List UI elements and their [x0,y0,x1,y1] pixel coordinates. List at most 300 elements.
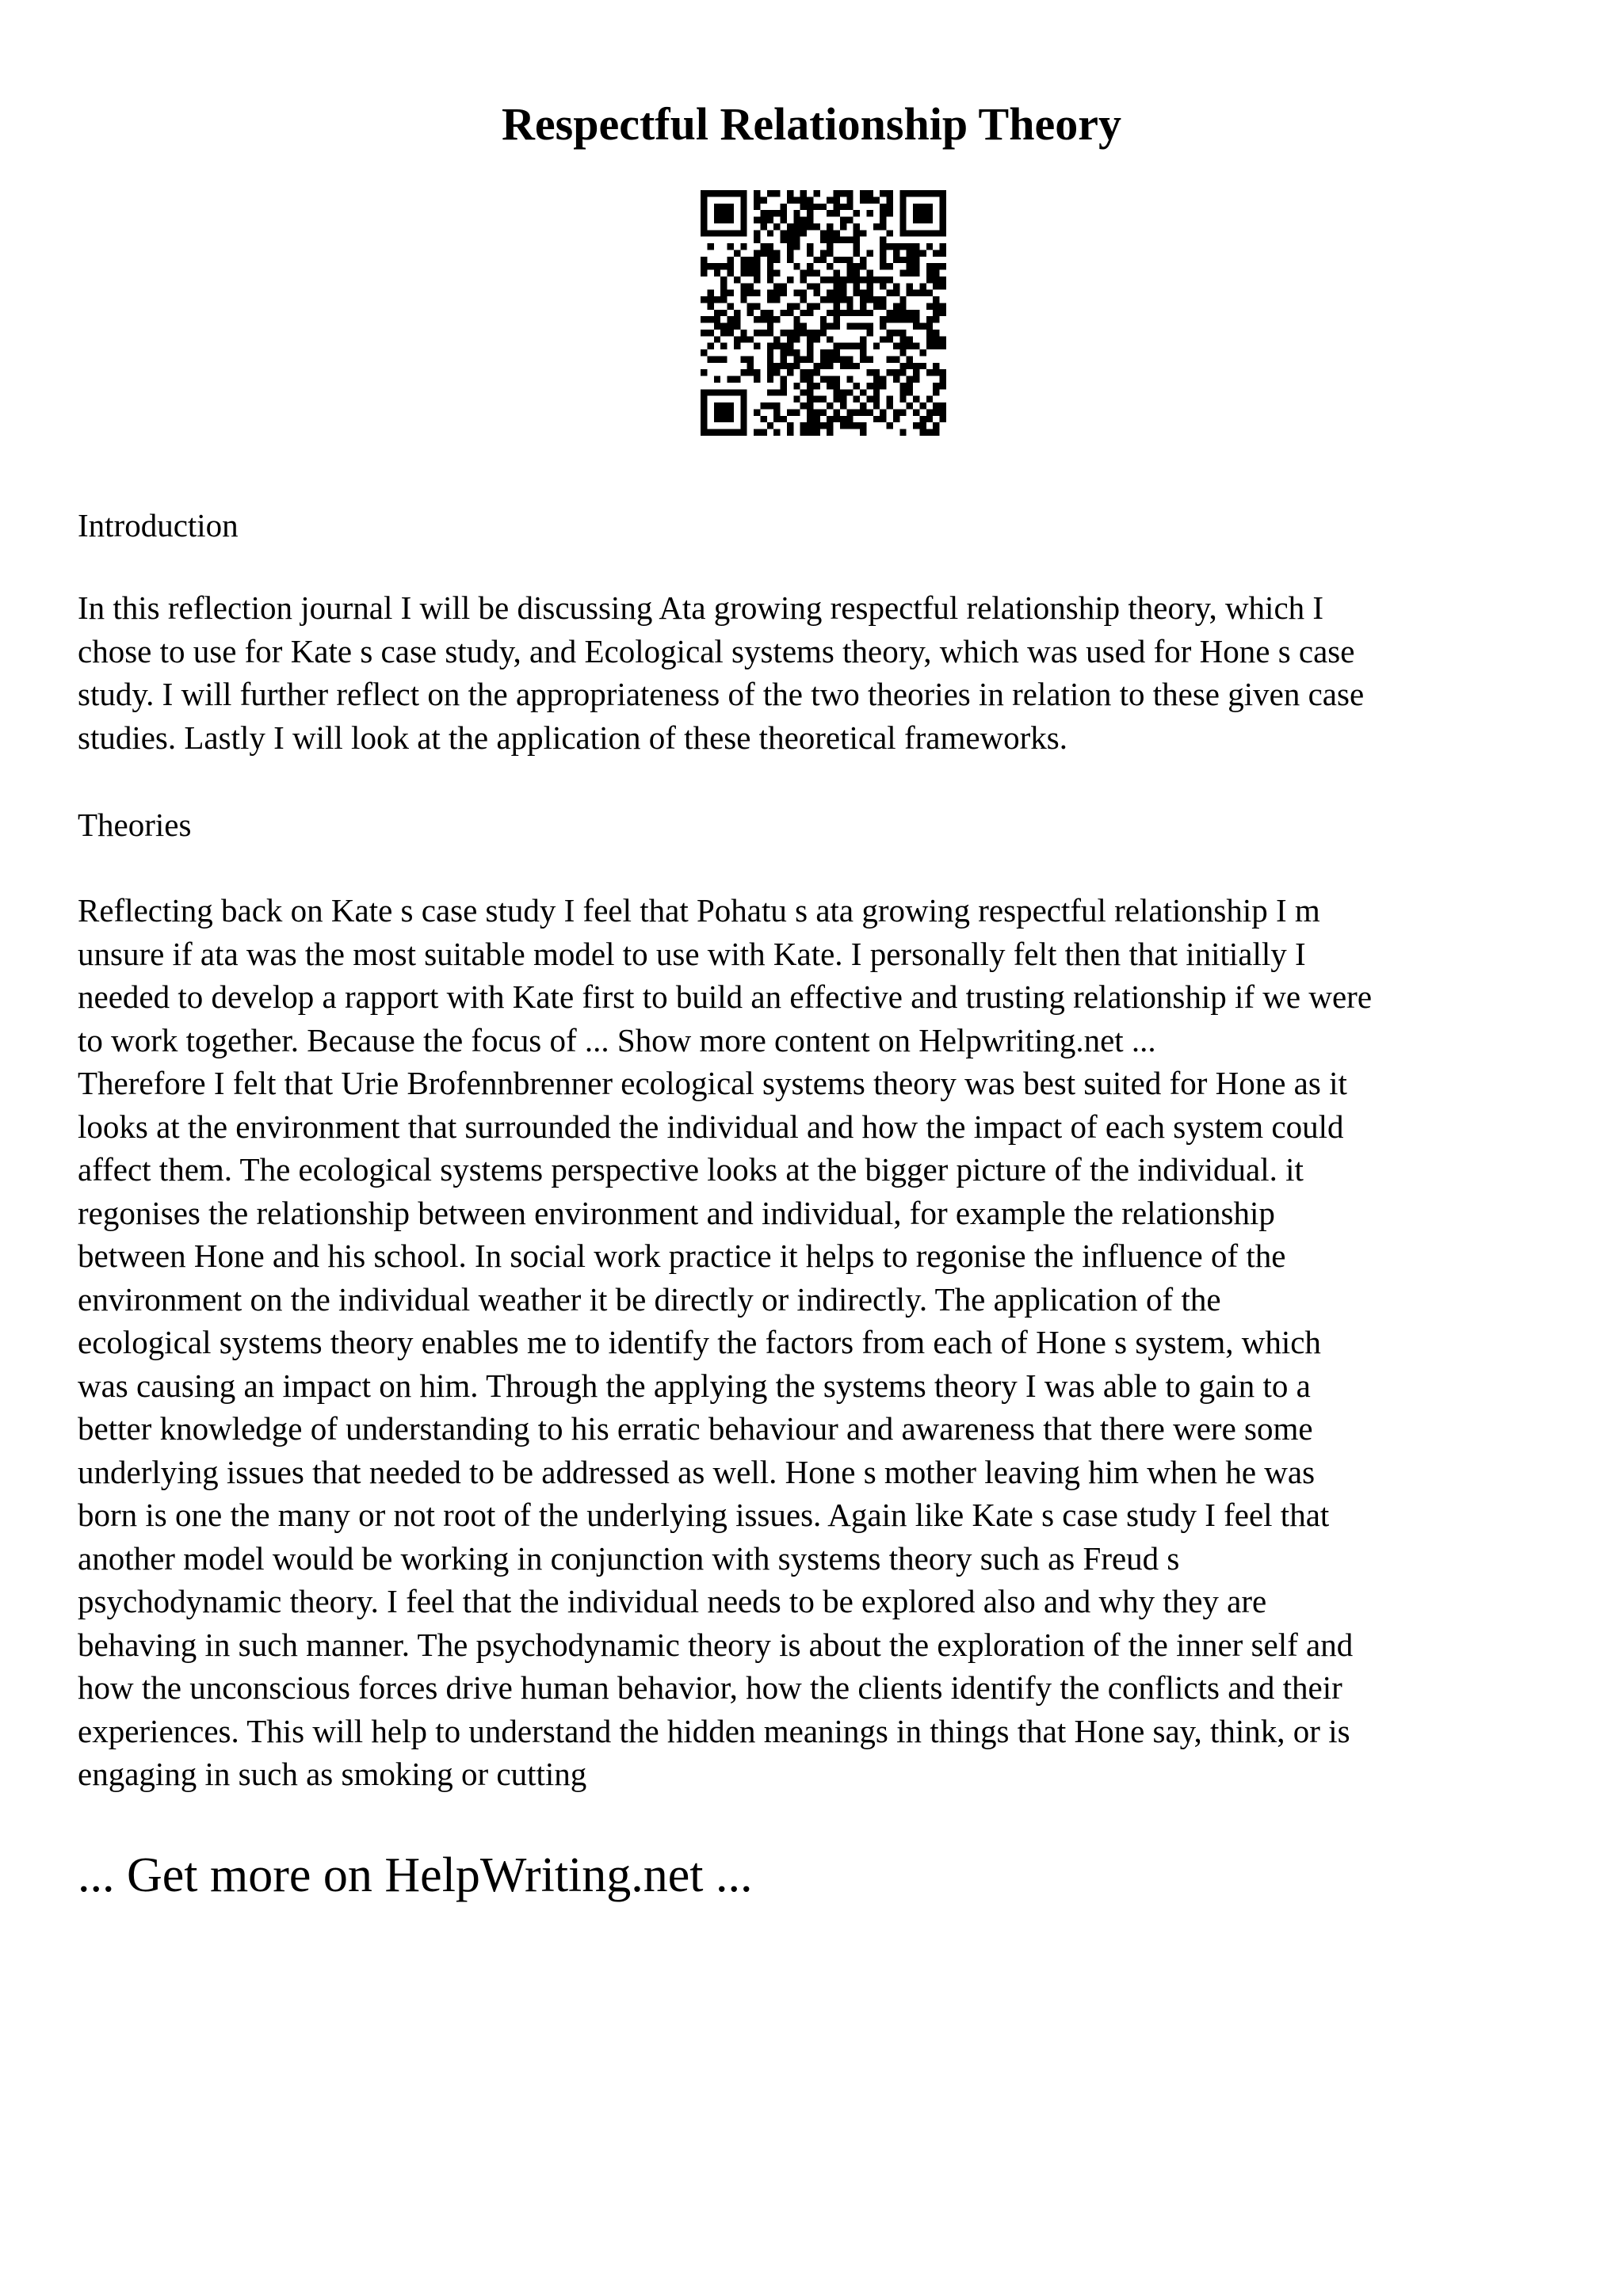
qr-module [860,296,866,303]
qr-module [754,217,760,223]
qr-module [834,204,840,210]
qr-module [899,303,906,309]
qr-module [793,383,800,389]
qr-module [873,343,880,349]
qr-module [866,369,873,376]
qr-module [773,369,780,376]
qr-module [846,422,853,429]
qr-module [740,416,747,422]
qr-module [887,290,893,296]
qr-module [873,277,880,283]
qr-module [907,250,913,256]
qr-module [800,196,807,203]
qr-module [926,303,933,309]
qr-module [807,210,813,216]
qr-module [781,356,787,362]
qr-module [907,257,913,263]
qr-module [907,402,913,409]
qr-module [747,257,754,263]
qr-module [767,343,773,349]
qr-module [727,243,734,250]
qr-module [873,223,880,230]
qr-module [767,330,773,336]
qr-module [701,330,707,336]
qr-module [754,290,760,296]
qr-module [701,217,707,223]
qr-module [907,263,913,269]
qr-module [880,376,886,383]
qr-module [754,250,760,256]
qr-module [933,270,939,277]
qr-module [701,389,707,395]
qr-module [781,290,787,296]
qr-module [754,237,760,243]
qr-module [820,422,827,429]
qr-module [760,316,766,322]
qr-module [827,196,833,203]
qr-module [787,429,793,436]
qr-module [933,369,939,376]
paragraph-line: chose to use for Kate s case study, and Ecological systems theory, which was used for Hone s case [78,632,1355,669]
qr-module [781,204,787,210]
qr-module [866,250,873,256]
qr-module [860,389,866,395]
qr-module [800,204,807,210]
qr-module [834,343,840,349]
qr-module [701,190,707,196]
qr-module [727,204,734,210]
qr-module [899,316,906,322]
qr-module [933,363,939,369]
qr-module [813,422,819,429]
qr-module [827,290,833,296]
qr-module [714,429,720,436]
qr-module [754,263,760,269]
qr-module [854,290,860,296]
qr-module [840,217,846,223]
qr-module [793,349,800,356]
qr-module [754,376,760,383]
qr-module [840,422,846,429]
qr-module [926,190,933,196]
qr-module [913,243,919,250]
qr-module [734,230,740,236]
qr-module [787,196,793,203]
qr-module [701,416,707,422]
qr-module [926,323,933,330]
qr-module [899,383,906,389]
qr-module [820,330,827,336]
qr-module [767,290,773,296]
qr-module [727,316,734,322]
paragraph-line: study. I will further reflect on the appropriateness of the two theories in relation to these given case [78,676,1365,712]
qr-module [781,210,787,216]
qr-module [940,196,946,203]
qr-module [866,323,873,330]
qr-module [707,230,713,236]
qr-module [767,250,773,256]
qr-module [940,243,946,250]
qr-module [907,383,913,389]
qr-module [707,190,713,196]
qr-module [940,402,946,409]
qr-module [940,343,946,349]
qr-module [813,396,819,402]
qr-module [714,217,720,223]
qr-module [720,210,727,216]
qr-module [840,402,846,409]
qr-module [827,429,833,436]
qr-module [926,217,933,223]
qr-module [860,409,866,415]
qr-module [787,336,793,342]
qr-module [734,250,740,256]
qr-module [854,263,860,269]
qr-module [840,363,846,369]
qr-module [827,383,833,389]
qr-module [807,429,813,436]
qr-module [940,190,946,196]
qr-module [866,396,873,402]
qr-module [734,190,740,196]
qr-module [701,196,707,203]
qr-module [767,257,773,263]
qr-module [800,270,807,277]
qr-module [933,303,939,309]
qr-module [767,243,773,250]
qr-module [773,409,780,415]
qr-module [893,416,899,422]
qr-module [727,190,734,196]
qr-module [720,296,727,303]
qr-module [734,310,740,316]
qr-module [913,257,919,263]
qr-module [773,190,780,196]
qr-module [854,277,860,283]
qr-module [919,402,926,409]
qr-module [720,409,727,415]
qr-module [800,277,807,283]
paragraph-line: underlying issues that needed to be addressed as well. Hone s mother leaving him when he was [78,1453,1316,1490]
qr-module [840,356,846,362]
qr-module [800,356,807,362]
qr-module [827,356,833,362]
qr-module [866,356,873,362]
qr-module [707,263,713,269]
qr-module [827,223,833,230]
paragraph-line: another model would be working in conjunction with systems theory such as Freud s [78,1539,1180,1577]
qr-module [740,230,747,236]
qr-module [827,310,833,316]
qr-module [760,402,766,409]
qr-module [740,369,747,376]
qr-module [893,343,899,349]
qr-module [887,316,893,322]
qr-module [873,369,880,376]
qr-module [820,277,827,283]
qr-module [714,204,720,210]
qr-module [820,204,827,210]
qr-module [720,290,727,296]
qr-module [840,283,846,289]
qr-module [887,190,893,196]
qr-module [807,263,813,269]
qr-module [740,396,747,402]
qr-module [907,356,913,362]
qr-module [827,243,833,250]
qr-module [807,396,813,402]
qr-module [793,316,800,322]
qr-module [880,416,886,422]
qr-module [767,402,773,409]
qr-module [747,369,754,376]
qr-module [893,283,899,289]
qr-module [840,296,846,303]
qr-module [820,316,827,322]
qr-module [767,296,773,303]
qr-module [827,250,833,256]
qr-module [866,210,873,216]
qr-module [940,416,946,422]
qr-module [860,196,866,203]
paragraph-line: psychodynamic theory. I feel that the individual needs to be explored also and why they are [78,1583,1267,1619]
qr-module [701,204,707,210]
qr-module [834,230,840,236]
qr-module [933,383,939,389]
qr-module [940,409,946,415]
qr-module [933,263,939,269]
qr-module [860,343,866,349]
qr-module [734,277,740,283]
qr-module [807,204,813,210]
qr-module [767,230,773,236]
qr-module [767,310,773,316]
qr-module [827,237,833,243]
page-title: Respectful Relationship Theory [502,98,1121,150]
section-heading-introduction: Introduction [78,507,239,543]
qr-module [727,263,734,269]
qr-module [820,250,827,256]
qr-module [880,190,886,196]
qr-module [840,223,846,230]
qr-module [767,316,773,322]
qr-module [887,210,893,216]
qr-module [740,204,747,210]
qr-module [919,349,926,356]
qr-module [820,230,827,236]
qr-module [754,277,760,283]
qr-module [800,330,807,336]
qr-module [913,369,919,376]
qr-module [854,250,860,256]
qr-module [899,204,906,210]
qr-module [860,336,866,342]
qr-module [807,409,813,415]
qr-module [860,303,866,309]
qr-module [813,223,819,230]
qr-module [767,376,773,383]
qr-module [860,277,866,283]
qr-module [834,296,840,303]
qr-module [846,270,853,277]
qr-module [866,330,873,336]
qr-module [907,283,913,289]
qr-module [773,210,780,216]
qr-module [880,250,886,256]
qr-module [860,429,866,436]
qr-module [767,270,773,277]
introduction-paragraph [78,586,1553,759]
qr-module [840,237,846,243]
qr-module [933,330,939,336]
qr-module [834,409,840,415]
qr-module [807,383,813,389]
qr-module [926,429,933,436]
qr-module [887,422,893,429]
qr-module [781,376,787,383]
qr-module [813,429,819,436]
qr-module [887,396,893,402]
qr-module [740,283,747,289]
qr-module [907,243,913,250]
qr-module [773,296,780,303]
qr-module [773,257,780,263]
qr-module [899,257,906,263]
qr-module [714,310,720,316]
qr-module [893,409,899,415]
qr-module [787,243,793,250]
qr-module [800,376,807,383]
qr-module [880,383,886,389]
qr-module [827,210,833,216]
qr-module [793,303,800,309]
qr-module [781,310,787,316]
qr-module [740,210,747,216]
qr-module [787,190,793,196]
qr-module [866,283,873,289]
qr-module [913,323,919,330]
qr-module [840,277,846,283]
qr-module [807,376,813,383]
qr-module [913,343,919,349]
qr-module [727,210,734,216]
qr-module [940,303,946,309]
qr-module [754,316,760,322]
paragraph-line: between Hone and his school. In social work practice it helps to regonise the influence of the [78,1238,1286,1274]
qr-module [873,402,880,409]
qr-module [773,223,780,230]
qr-module [913,422,919,429]
qr-module [727,416,734,422]
qr-module [701,257,707,263]
paragraph-line: environment on the individual weather it be directly or indirectly. The application of the [78,1280,1221,1318]
qr-module [940,283,946,289]
qr-module [834,270,840,277]
qr-module [787,330,793,336]
qr-module [781,416,787,422]
qr-module [834,323,840,330]
qr-module [807,343,813,349]
qr-module [854,343,860,349]
qr-module [854,363,860,369]
get-more-link[interactable]: ... Get more on HelpWriting.net ... [78,1848,753,1902]
qr-module [714,210,720,216]
qr-module [940,204,946,210]
qr-module [887,356,893,362]
qr-module [773,363,780,369]
qr-module [820,349,827,356]
qr-module [720,429,727,436]
qr-module [873,416,880,422]
qr-module [887,204,893,210]
qr-module [846,237,853,243]
qr-module [807,349,813,356]
qr-module [834,416,840,422]
qr-module [926,343,933,349]
qr-module [807,303,813,309]
qr-module [747,310,754,316]
qr-module [727,402,734,409]
qr-module [880,336,886,342]
qr-module [899,336,906,342]
qr-module [866,310,873,316]
qr-module [854,270,860,277]
qr-module [707,316,713,322]
qr-module [899,223,906,230]
qr-module [854,243,860,250]
qr-module [807,336,813,342]
qr-module [714,402,720,409]
qr-module [846,277,853,283]
qr-module [926,263,933,269]
qr-module [926,369,933,376]
qr-module [899,210,906,216]
qr-module [913,210,919,216]
qr-module [760,243,766,250]
qr-module [787,223,793,230]
qr-module [933,283,939,289]
paragraph-line: Reflecting back on Kate s case study I feel that Pohatu s ata growing respectful relationship I m [78,892,1320,929]
qr-module [820,396,827,402]
qr-module [893,369,899,376]
qr-module [800,369,807,376]
paragraph-line: Therefore I felt that Urie Brofennbrenner ecological systems theory was best suited for Hone as it [78,1065,1347,1101]
qr-module [913,204,919,210]
qr-module [747,303,754,309]
qr-module [773,429,780,436]
qr-module [760,217,766,223]
qr-module [899,409,906,415]
qr-module [834,210,840,216]
qr-module [940,223,946,230]
qr-module [840,190,846,196]
qr-module [813,303,819,309]
qr-module [747,270,754,277]
qr-module [781,330,787,336]
qr-module [887,369,893,376]
paragraph-line: studies. Lastly I will look at the application of these theoretical frameworks. [78,719,1067,756]
qr-module [913,190,919,196]
qr-module [866,270,873,277]
qr-module [767,277,773,283]
qr-module [787,343,793,349]
qr-module [854,323,860,330]
qr-module [907,190,913,196]
paragraph-line: to work together. Because the focus of ... Show more content on Helpwriting.net ... [78,1021,1156,1058]
qr-module [907,389,913,395]
qr-module [827,363,833,369]
qr-module [714,389,720,395]
